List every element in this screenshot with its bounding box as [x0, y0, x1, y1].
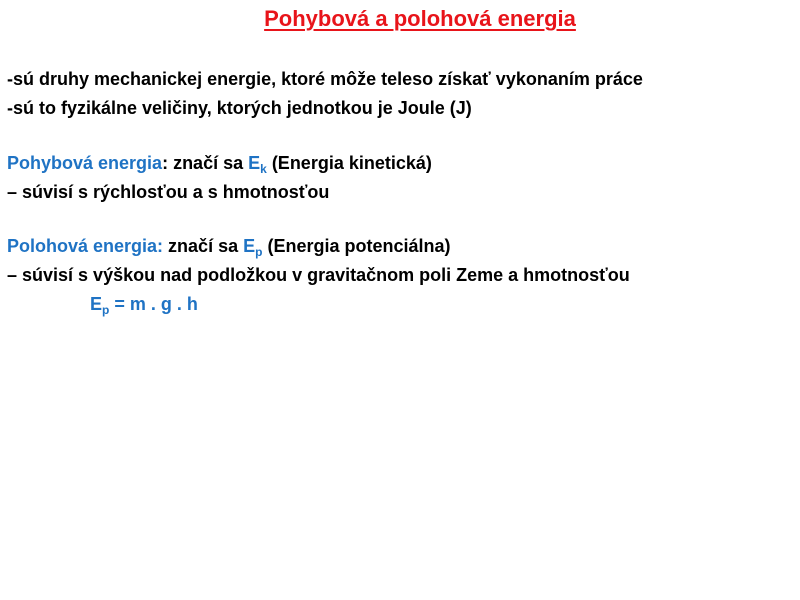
- kinetic-definition: [7, 152, 432, 180]
- kinetic-desc: (Energia kinetická): [266, 153, 432, 173]
- intro-line-2: -sú to fyzikálne veličiny, ktorých jednotkou je Joule (J): [7, 98, 472, 118]
- formula-symbol: E: [90, 294, 103, 314]
- kinetic-symbol-sub: k: [260, 162, 267, 176]
- formula-rest: = m . g . h: [109, 294, 198, 314]
- kinetic-mid: značí sa: [168, 153, 249, 173]
- potential-formula: [90, 293, 198, 321]
- potential-relation: – súvisí s výškou nad podložkou v gravitačnom poli Zeme a hmotnosťou: [7, 265, 630, 285]
- intro-line-1: -sú druhy mechanickej energie, ktoré môže teleso získať vykonaním práce: [7, 69, 643, 89]
- formula-symbol-sub: p: [102, 303, 110, 317]
- slide-title: Pohybová a polohová energia: [264, 6, 576, 31]
- potential-definition: [7, 235, 451, 263]
- potential-symbol: E: [243, 236, 256, 256]
- potential-symbol-sub: p: [255, 245, 263, 259]
- kinetic-relation: – súvisí s rýchlosťou a s hmotnosťou: [7, 182, 330, 202]
- kinetic-colon: :: [162, 153, 169, 173]
- potential-mid: značí sa: [163, 236, 244, 256]
- potential-desc: (Energia potenciálna): [262, 236, 451, 256]
- kinetic-symbol: E: [248, 153, 261, 173]
- potential-term: Polohová energia:: [7, 236, 164, 256]
- kinetic-term: Pohybová energia: [7, 153, 163, 173]
